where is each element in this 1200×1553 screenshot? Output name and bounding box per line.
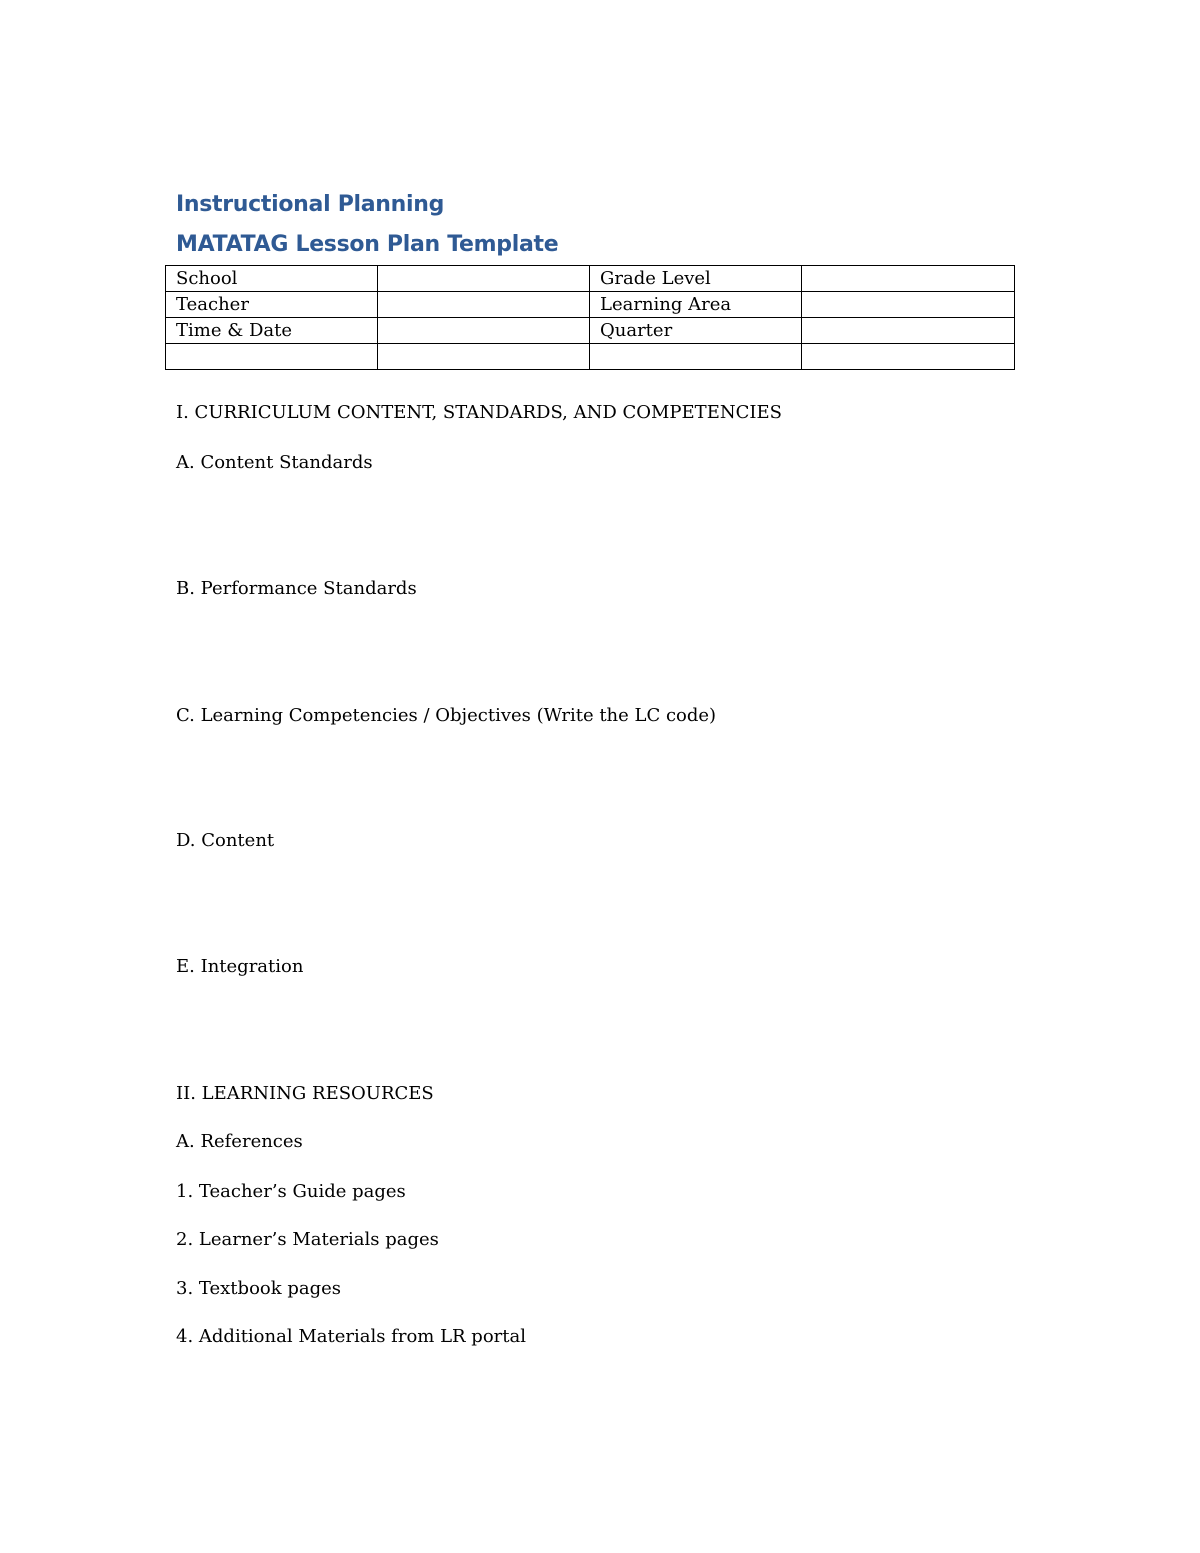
table-row — [166, 318, 1015, 344]
item-integration: E. Integration — [176, 956, 304, 977]
item-content: D. Content — [176, 830, 275, 851]
table-cell-learning-area-value[interactable] — [802, 292, 1015, 318]
table-cell-time-date-value[interactable] — [378, 318, 590, 344]
item-content-standards: A. Content Standards — [176, 452, 373, 473]
item-teachers-guide-pages: 1. Teacher’s Guide pages — [176, 1181, 406, 1202]
table-cell-empty[interactable] — [166, 344, 378, 370]
table-cell-quarter-value[interactable] — [802, 318, 1015, 344]
table-cell-empty[interactable] — [802, 344, 1015, 370]
table-row — [166, 292, 1015, 318]
table-cell-time-date-label: Time & Date — [166, 318, 378, 344]
item-references: A. References — [176, 1131, 303, 1152]
item-textbook-pages: 3. Textbook pages — [176, 1278, 342, 1299]
item-learners-materials-pages: 2. Learner’s Materials pages — [176, 1229, 439, 1250]
item-learning-competencies: C. Learning Competencies / Objectives (Write the LC code) — [176, 705, 717, 726]
table-cell-school-label: School — [166, 266, 378, 292]
table-row — [166, 344, 1015, 370]
table-cell-school-value[interactable] — [378, 266, 590, 292]
table-cell-learning-area-label: Learning Area — [590, 292, 802, 318]
document-title: Instructional Planning — [176, 192, 445, 217]
table-row — [166, 266, 1015, 292]
item-performance-standards: B. Performance Standards — [176, 578, 417, 599]
table-cell-teacher-value[interactable] — [378, 292, 590, 318]
table-cell-empty[interactable] — [590, 344, 802, 370]
table-cell-empty[interactable] — [378, 344, 590, 370]
section-heading-curriculum: I. CURRICULUM CONTENT, STANDARDS, AND COMPETENCIES — [176, 402, 782, 423]
table-cell-grade-level-value[interactable] — [802, 266, 1015, 292]
document-subtitle: MATATAG Lesson Plan Template — [176, 232, 559, 257]
lesson-info-table — [165, 265, 1015, 370]
section-heading-learning-resources: II. LEARNING RESOURCES — [176, 1083, 434, 1104]
table-cell-teacher-label: Teacher — [166, 292, 378, 318]
item-additional-materials: 4. Additional Materials from LR portal — [176, 1326, 526, 1347]
table-cell-grade-level-label: Grade Level — [590, 266, 802, 292]
table-cell-quarter-label: Quarter — [590, 318, 802, 344]
